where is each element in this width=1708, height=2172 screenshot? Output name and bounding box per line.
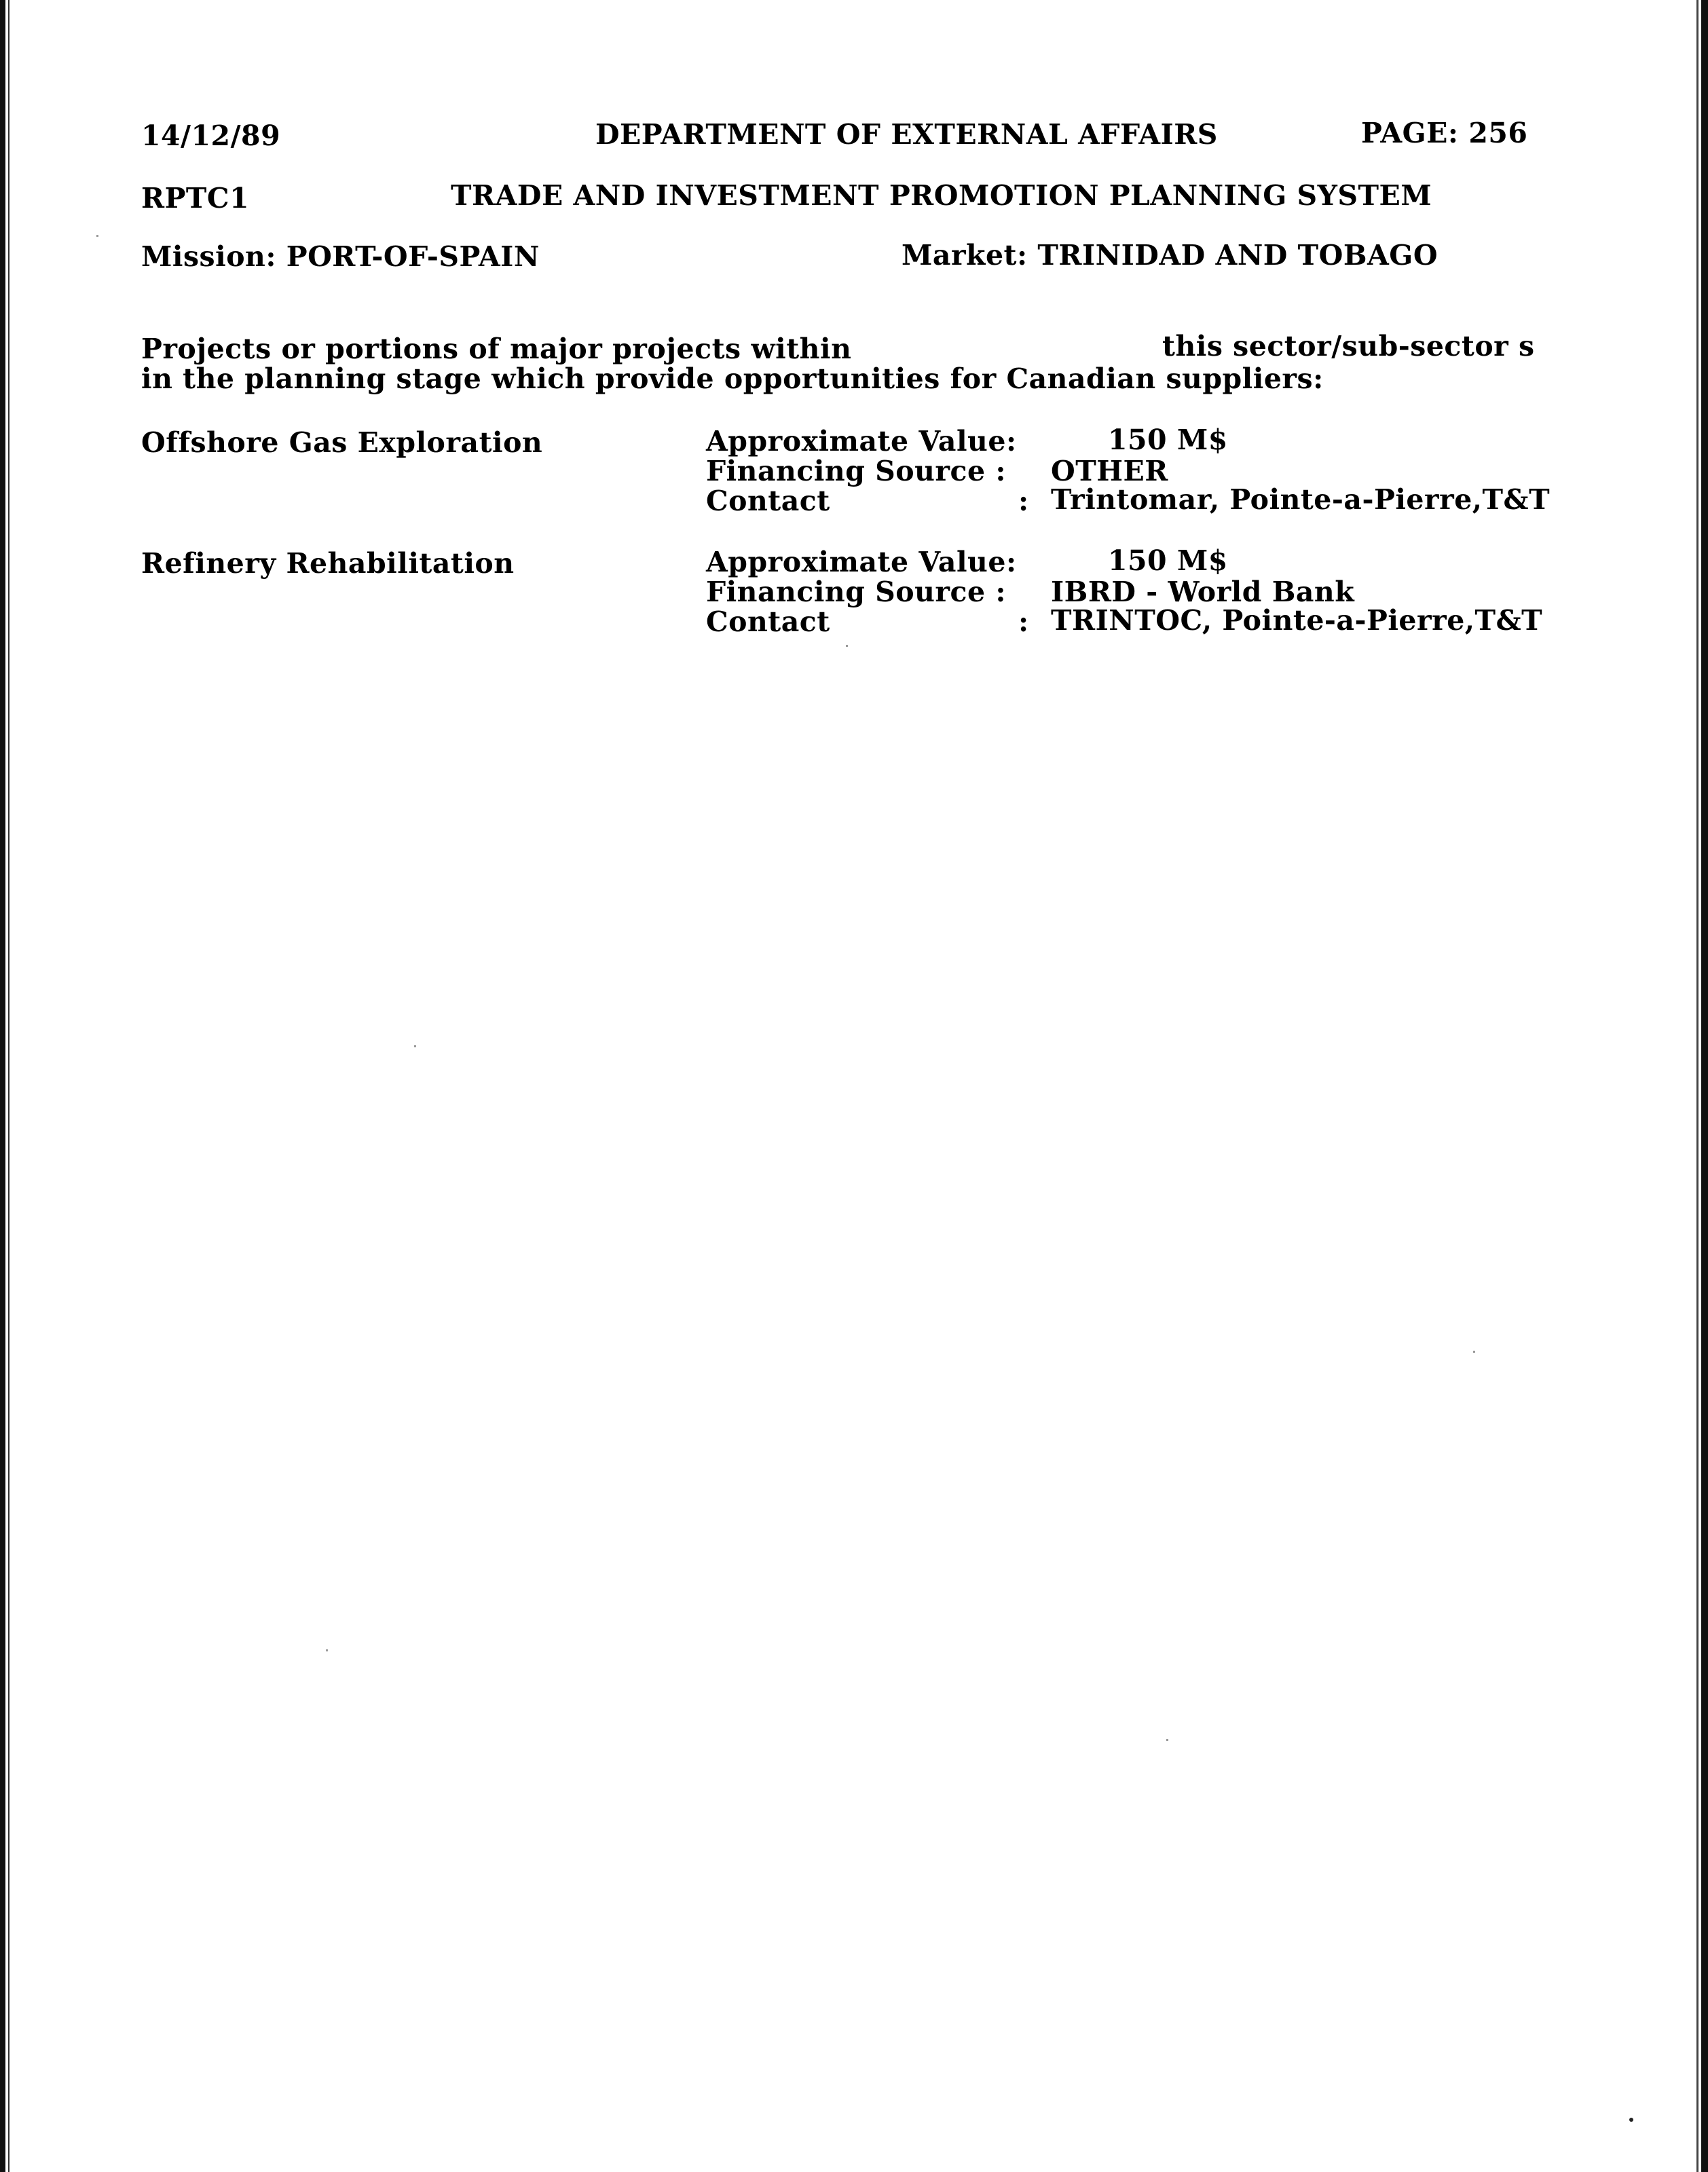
scan-border-right-line	[1696, 0, 1698, 2172]
scan-border-left	[0, 0, 5, 2172]
system-title: TRADE AND INVESTMENT PROMOTION PLANNING SYSTEM	[451, 179, 1432, 212]
approximate-value-label: Approximate Value:	[706, 546, 1017, 578]
intro-line-1b: this sector/sub-sector s	[1162, 330, 1535, 362]
department-name: DEPARTMENT OF EXTERNAL AFFAIRS	[595, 118, 1218, 151]
contact: TRINTOC, Pointe-a-Pierre,T&T	[1051, 604, 1543, 637]
financing-source: OTHER	[1051, 455, 1168, 487]
scan-border-right	[1701, 0, 1708, 2172]
page-number: PAGE: 256	[1361, 117, 1528, 149]
financing-source-label: Financing Source :	[706, 455, 1006, 487]
intro-line-2: in the planning stage which provide opportunities for Canadian suppliers:	[141, 362, 1324, 395]
report-date: 14/12/89	[141, 119, 281, 152]
approximate-value: 150 M$	[1108, 544, 1228, 577]
market: Market: TRINIDAD AND TOBAGO	[902, 239, 1438, 272]
approximate-value-label: Approximate Value:	[706, 425, 1017, 457]
intro-line-1a: Projects or portions of major projects within	[141, 333, 852, 365]
contact: Trintomar, Pointe-a-Pierre,T&T	[1051, 483, 1551, 516]
financing-source-label: Financing Source :	[706, 576, 1006, 608]
contact-colon: :	[1018, 485, 1029, 517]
scan-speck	[414, 1045, 416, 1047]
financing-source: IBRD - World Bank	[1051, 576, 1355, 608]
scan-border-left-line	[8, 0, 10, 2172]
contact-colon: :	[1018, 605, 1029, 638]
mission: Mission: PORT-OF-SPAIN	[141, 240, 540, 273]
approximate-value: 150 M$	[1108, 424, 1228, 456]
scan-speck	[96, 235, 98, 237]
project-name: Refinery Rehabilitation	[141, 547, 515, 580]
report-code: RPTC1	[141, 182, 250, 214]
project-name: Offshore Gas Exploration	[141, 426, 543, 459]
scan-speck	[1473, 1351, 1475, 1353]
contact-label: Contact	[706, 605, 830, 638]
scan-speck	[326, 1649, 328, 1651]
scan-speck	[1629, 2118, 1633, 2122]
scan-speck	[1166, 1739, 1168, 1741]
scan-speck	[846, 645, 848, 647]
contact-label: Contact	[706, 485, 830, 517]
